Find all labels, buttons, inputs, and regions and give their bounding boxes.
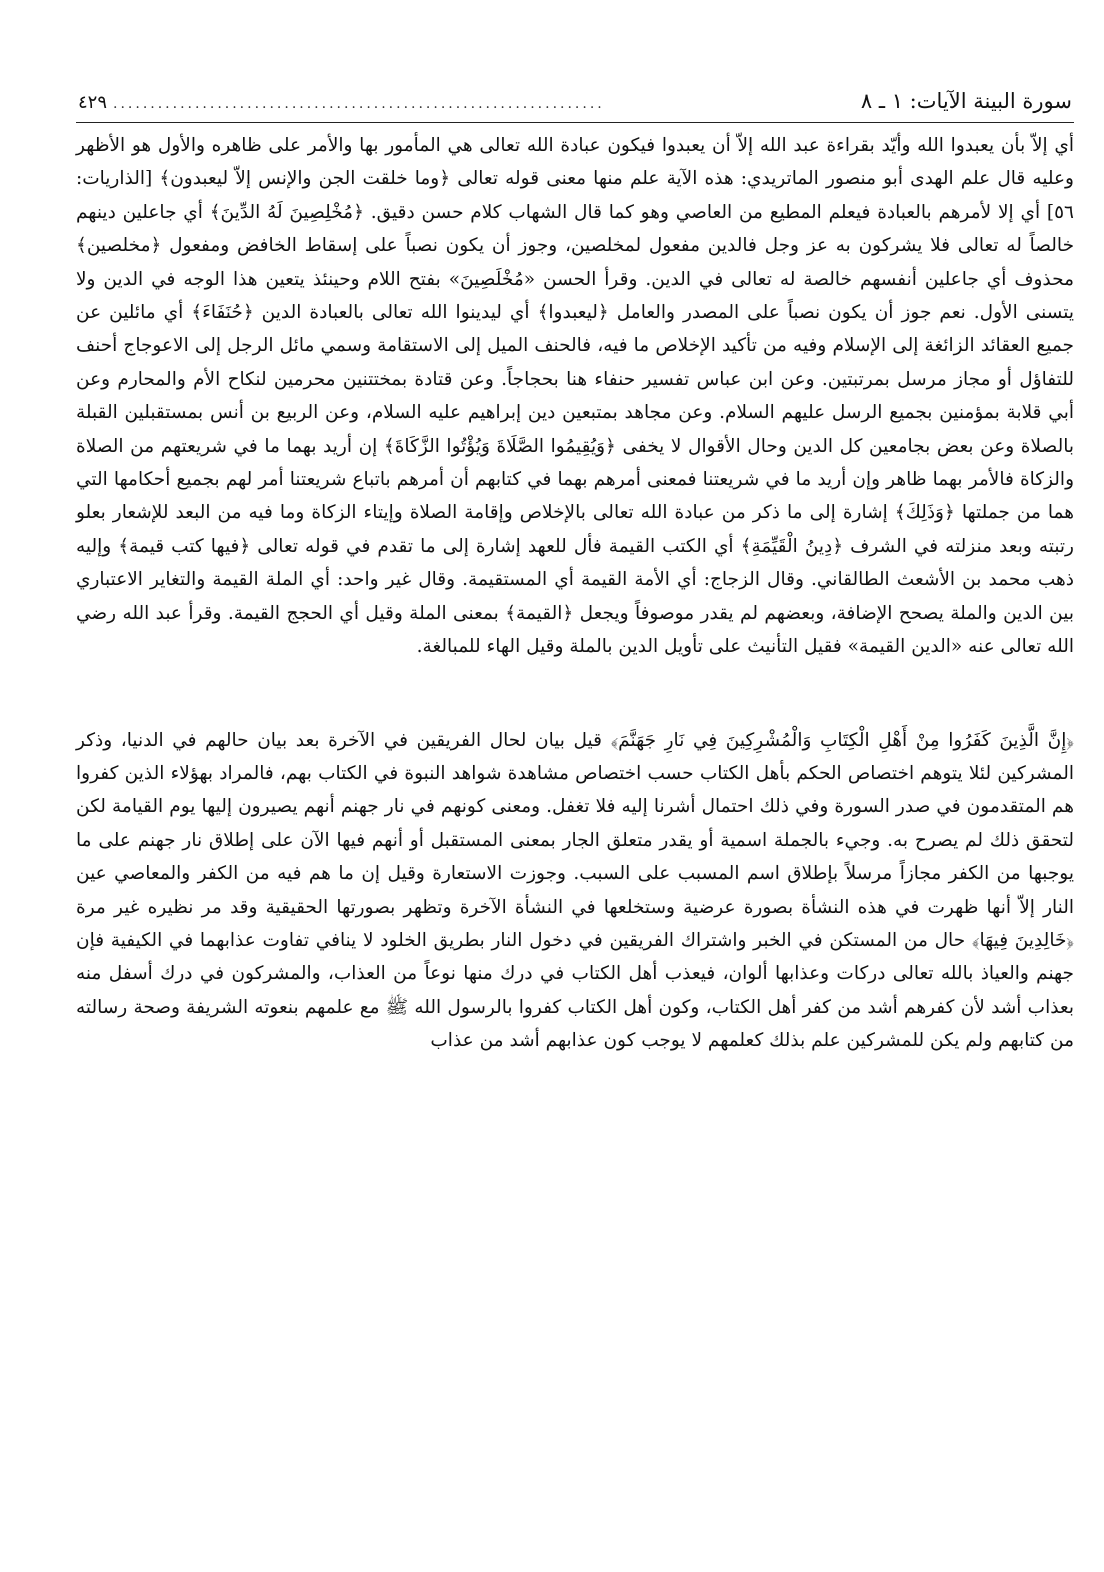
surah-title: سورة البينة الآيات: ١ ـ ٨ (860, 89, 1072, 113)
running-header (76, 86, 1074, 123)
page-number: ٤٢٩ (78, 92, 108, 113)
leader-dots: .................................................................. (113, 96, 605, 112)
paragraph: ﴿إِنَّ الَّذِينَ كَفَرُوا مِنْ أَهْلِ الْكِتَابِ وَالْمُشْرِكِينَ فِي نَارِ جَهَنَّمَ﴾ قيل بيان لحال الفريقين في الآخرة بعد بيان حالهم في الدنيا، وذكر المشركين لئلا يتوهم اختصاص الحكم بأهل الكتاب حسب اختصاص مشاهدة شواهد النبوة في الكتاب بهم، فالمراد بهؤلاء الذين كفروا هم المتقدمون في صدر السورة وفي ذلك احتمال أشرنا إليه فلا تغفل. ومعنى كونهم في نار جهنم أنهم يصيرون إليها يوم القيامة لكن لتحقق ذلك لم يصرح به. وجيء بالجملة اسمية أو يقدر متعلق الجار بمعنى المستقبل أو أنهم فيها الآن على إطلاق نار جهنم على ما يوجبها من الكفر مجازاً مرسلاً بإطلاق اسم المسبب على السبب. وجوزت الاستعارة وقيل إن ما هم فيه من الكفر والمعاصي عين النار إلاّ أنها ظهرت في هذه النشأة بصورة عرضية وستخلعها في النشأة الآخرة وتظهر بصورتها الحقيقية وقد مر نظيره غير مرة ﴿خَالِدِينَ فِيهَا﴾ حال من المستكن في الخبر واشتراك الفريقين في دخول النار بطريق الخلود لا ينافي تفاوت عذابهما في الكيفية فإن جهنم والعياذ بالله تعالى دركات وعذابها ألوان، فيعذب أهل الكتاب في درك منها نوعاً من العذاب، والمشركون في درك أسفل منه بعذاب أشد لأن كفرهم أشد من كفر أهل الكتاب، وكون أهل الكتاب كفروا بالرسول الله ﷺ مع علمهم بنعوته الشريفة وصحة رسالته من كتابهم ولم يكن للمشركين علم بذلك كعلمهم لا يوجب كون عذابهم أشد من عذاب (76, 729, 1074, 1052)
book-page (76, 86, 1074, 1058)
paragraph: أي إلاّ بأن يعبدوا الله وأيّد بقراءة عبد الله إلاّ أن يعبدوا فيكون عبادة الله تعالى هي المأمور بها والأمر على ظاهره والأول هو الأظهر وعليه قال علم الهدى أبو منصور الماتريدي: هذه الآية علم منها معنى قوله تعالى ﴿وما خلقت الجن والإنس إلاّ ليعبدون﴾ [الذاريات: ٥٦] أي إلا لأمرهم بالعبادة فيعلم المطيع من العاصي وهو كما قال الشهاب كلام حسن دقيق. ﴿مُخْلِصِينَ لَهُ الدِّينَ﴾ أي جاعلين دينهم خالصاً له تعالى فلا يشركون به عز وجل فالدين مفعول لمخلصين، وجوز أن يكون نصباً على إسقاط الخافض ومفعول ﴿مخلصين﴾ محذوف أي جاعلين أنفسهم خالصة له تعالى في الدين. وقرأ الحسن «مُخْلَصِينَ» بفتح اللام وحينئذ يتعين هذا الوجه في الدين ولا يتسنى الأول. نعم جوز أن يكون نصباً على المصدر والعامل ﴿ليعبدوا﴾ أي ليدينوا الله تعالى بالعبادة الدين ﴿حُنَفَاءَ﴾ أي مائلين عن جميع العقائد الزائغة إلى الإسلام وفيه من تأكيد الإخلاص ما فيه، فالحنف الميل إلى الاستقامة وسمي مائل الرجل إلى الاعوجاج أحنف للتفاؤل أو مجاز مرسل بمرتبتين. وعن ابن عباس تفسير حنفاء هنا بحجاجاً. وعن قتادة بمختتنين محرمين لنكاح الأم والمحارم وعن أبي قلابة بمؤمنين بجميع الرسل عليهم السلام. وعن مجاهد بمتبعين دين إبراهيم عليه السلام، وعن الربيع بن أنس بمستقبلين القبلة بالصلاة وعن بعض بجامعين كل الدين وحال الأقوال لا يخفى ﴿وَيُقِيمُوا الصَّلَاةَ وَيُؤْتُوا الزَّكَاةَ﴾ إن أريد بهما ما في شريعتهم من الصلاة والزكاة فالأمر بهما ظاهر وإن أريد ما في شريعتنا فمعنى أمرهم بهما في كتابهم أن أمرهم باتباع شريعتنا أمر لهم بجميع أحكامها التي هما من جملتها ﴿وَذَلِكَ﴾ إشارة إلى ما ذكر من عبادة الله تعالى بالإخلاص وإقامة الصلاة وإيتاء الزكاة وما فيه من البعد للإشعار بعلو رتبته وبعد منزلته في الشرف ﴿دِينُ الْقَيِّمَةِ﴾ أي الكتب القيمة فأل للعهد إشارة إلى ما تقدم في قوله تعالى ﴿فيها كتب قيمة﴾ وإليه ذهب محمد بن الأشعث الطالقاني. وقال الزجاج: أي الأمة القيمة أي المستقيمة. وقال غير واحد: أي الملة القيمة والتغاير الاعتباري بين الدين والملة يصحح الإضافة، وبعضهم لم يقدر موصوفاً ويجعل ﴿القيمة﴾ بمعنى الملة وقيل أي الحجج القيمة. وقرأ عبد الله رضي الله تعالى عنه «الدين القيمة» فقيل التأنيث على تأويل الدين بالملة وقيل الهاء للمبالغة. (76, 135, 1074, 658)
